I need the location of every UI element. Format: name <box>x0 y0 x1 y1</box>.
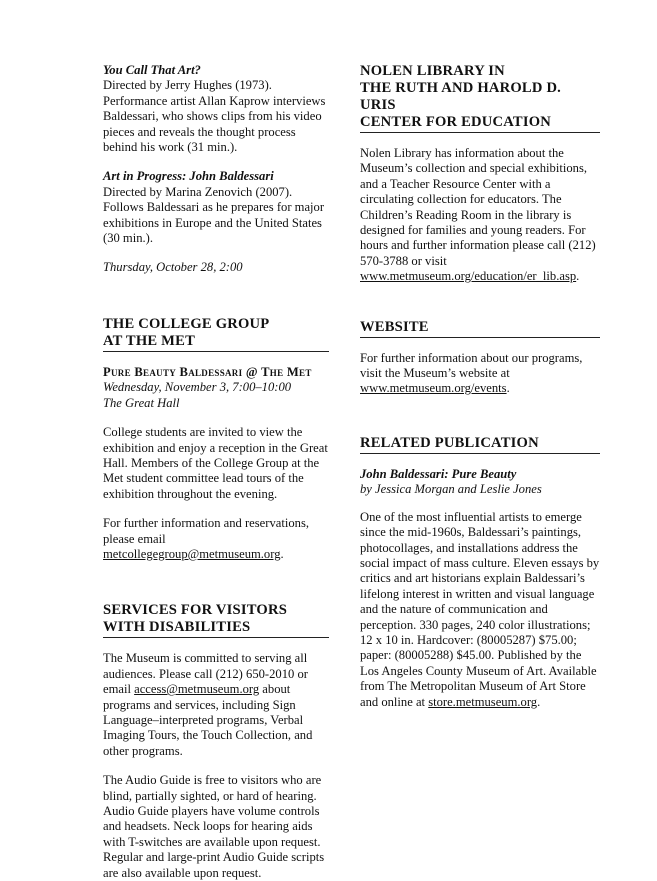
film-description: Directed by Jerry Hughes (1973). Performance artist Allan Kaprow interviews Baldessari, who shows clips from his video pieces and reveals the thought process behind his work (31 min.). <box>103 78 326 155</box>
film-title: You Call That Art? <box>103 63 201 77</box>
publication-heading: RELATED PUBLICATION <box>360 435 600 454</box>
publication-body: One of the most influential artists to emerge since the mid-1960s, Baldessari’s paintings, photocollages, and installations address the social impact of mass culture. Eleven essays by critics and art historians explain Baldessari’s lifelong interest in written and visual language and the nature of communication and perception. 330 pages, 240 color illustrations; 12 x 10 in. Hardcover: (80005287) $75.00; paper: (80005288) $45.00. Published by the Los Angeles County Museum of Art. Available from The Metropolitan Museum of Art Store and online at store.metmuseum.org. <box>360 509 600 709</box>
event-title: Pure Beauty Baldessari @ The Met <box>103 364 312 379</box>
event-when: Wednesday, November 3, 7:00–10:00 <box>103 380 292 395</box>
film-title: Art in Progress: John Baldessari <box>103 169 274 184</box>
college-email-link[interactable]: metcollegegroup@metmuseum.org <box>103 546 281 561</box>
film-description: Directed by Marina Zenovich (2007). Follows Baldessari as he prepares for major exhibitions in Europe and the United States (30 min.). <box>103 184 325 246</box>
college-body: College students are invited to view the exhibition and enjoy a reception in the Great Hall. Members of the College Group at the Met student committee lead tours of the exhibition throughout the evening. <box>103 425 328 501</box>
college-contact: For further information and reservations, please email metcollegegroup@metmuseum.org. <box>103 516 309 561</box>
website-heading: WEBSITE <box>360 319 600 338</box>
left-column <box>103 63 329 881</box>
website-body: For further information about our programs, visit the Museum’s website at www.metmuseum.org/events. <box>360 350 583 396</box>
events-link[interactable]: www.metmuseum.org/events <box>360 381 507 396</box>
film-entry <box>103 63 329 155</box>
access-email-link[interactable]: access@metmuseum.org <box>134 682 260 697</box>
services-heading: SERVICES FOR VISITORS WITH DISABILITIES <box>103 602 329 638</box>
film-entry <box>103 169 329 246</box>
store-link[interactable]: store.metmuseum.org <box>428 694 538 709</box>
book-authors: by Jessica Morgan and Leslie Jones <box>360 482 542 497</box>
screening-date: Thursday, October 28, 2:00 <box>103 260 243 275</box>
library-link[interactable]: www.metmuseum.org/education/er_lib.asp <box>360 269 577 284</box>
library-body: Nolen Library has information about the Museum’s collection and special exhibitions, and a Teacher Resource Center with a circulating collection for educators. The Children’s Reading Room in the library is designed for families and young readers. For hours and further information please call (212) 570-3788 or visit www.metmuseum.org/education/er_lib.asp. <box>360 146 596 284</box>
book-title: John Baldessari: Pure Beauty <box>360 466 517 481</box>
audio-guide-paragraph: The Audio Guide is free to visitors who are blind, partially sighted, or hard of hearing. Audio Guide players have volume controls and headsets. Neck loops for hearing aids with T-switches are available upon request. Regular and large-print Audio Guide scripts are also available upon request. <box>103 773 325 880</box>
services-paragraph: The Museum is committed to serving all audiences. Please call (212) 650-2010 or email access@metmuseum.org about programs and services, including Sign Language–interpreted programs, Verbal Imaging Tours, the Touch Collection, and other programs. <box>103 651 313 758</box>
library-heading: NOLEN LIBRARY IN THE RUTH AND HAROLD D. URIS CENTER FOR EDUCATION <box>360 63 600 133</box>
event-where: The Great Hall <box>103 395 180 410</box>
college-group-heading: THE COLLEGE GROUP AT THE MET <box>103 316 329 352</box>
right-column <box>360 63 600 710</box>
